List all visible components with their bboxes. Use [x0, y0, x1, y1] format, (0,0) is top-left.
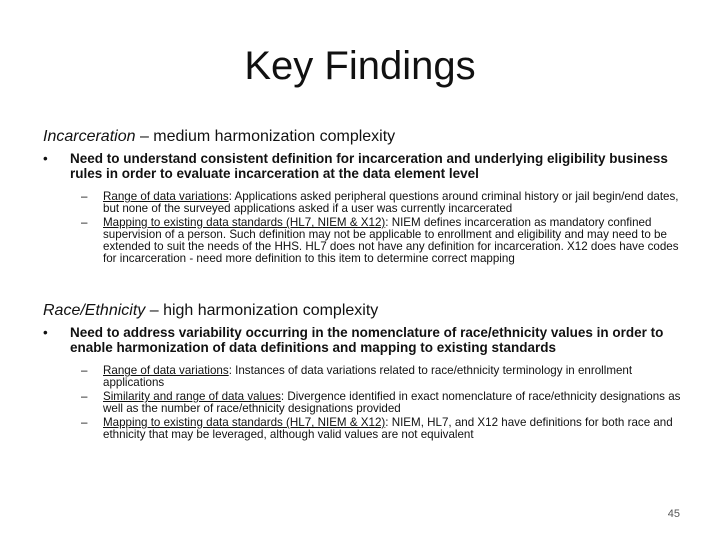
sub-bullet: [81, 365, 693, 389]
section-topic: Race/Ethnicity: [43, 302, 146, 319]
sub-bullet-text: : Applications asked peripheral questions around criminal history or jail begin/end dates, but none of the surveyed applications asked if a user was currently incarcerated: [103, 190, 679, 215]
section-complexity: high harmonization complexity: [163, 302, 379, 319]
main-bullet: [43, 152, 693, 181]
dash-icon: –: [81, 190, 88, 203]
sub-bullet-list: [81, 191, 693, 265]
sub-bullet-label: Mapping to existing data standards (HL7, NIEM & X12): [103, 416, 386, 429]
sub-bullet-text: : NIEM defines incarceration as mandatory confined supervision of a person. Such definition may not be applicable to enrollment and eligibility and may need to be extended to suit the needs of the HHS. HL7 does not have any definition for incarceration. X12 does have codes for incarceration - need more definition to this item to determine correct mapping: [103, 216, 679, 265]
sub-bullet: [81, 191, 693, 215]
section-incarceration: [43, 128, 693, 267]
sub-bullet-label: Range of data variations: [103, 364, 229, 377]
main-bullet: [43, 326, 693, 355]
sub-bullet-list: [81, 365, 693, 441]
sub-bullet-label: Range of data variations: [103, 190, 229, 203]
sub-bullet-label: Mapping to existing data standards (HL7, NIEM & X12): [103, 216, 386, 229]
dash-icon: –: [81, 364, 88, 377]
sub-bullet-label: Similarity and range of data values: [103, 390, 281, 403]
section-race-ethnicity: [43, 302, 693, 443]
sub-bullet-text: : Instances of data variations related to race/ethnicity terminology in enrollment applications: [103, 364, 633, 389]
sub-bullet: [81, 391, 693, 415]
section-heading: [43, 128, 693, 146]
dash-icon: –: [81, 416, 88, 429]
bullet-text: Need to address variability occurring in the nomenclature of race/ethnicity values in order to enable harmonization of data definitions and mapping to existing standards: [70, 325, 664, 355]
sub-bullet: [81, 217, 693, 265]
slide-title: Key Findings: [244, 44, 476, 88]
bullet-icon: •: [43, 325, 48, 340]
sub-bullet-text: : Divergence identified in exact nomenclature of race/ethnicity designations as well as the number of race/ethnicity designations provided: [103, 390, 681, 415]
bullet-icon: •: [43, 151, 48, 166]
section-heading: [43, 302, 693, 320]
section-topic: Incarceration: [43, 128, 136, 145]
page-number: 45: [667, 508, 680, 520]
bullet-text: Need to understand consistent definition for incarceration and underlying eligibility business rules in order to evaluate incarceration at the data element level: [70, 151, 668, 181]
sub-bullet: [81, 417, 693, 441]
heading-separator: –: [135, 128, 154, 145]
section-complexity: medium harmonization complexity: [153, 128, 396, 145]
dash-icon: –: [81, 216, 88, 229]
dash-icon: –: [81, 390, 88, 403]
heading-separator: –: [145, 302, 164, 319]
sub-bullet-text: : NIEM, HL7, and X12 have definitions for both race and ethnicity that may be leveraged, although valid values are not equivalent: [103, 416, 673, 441]
